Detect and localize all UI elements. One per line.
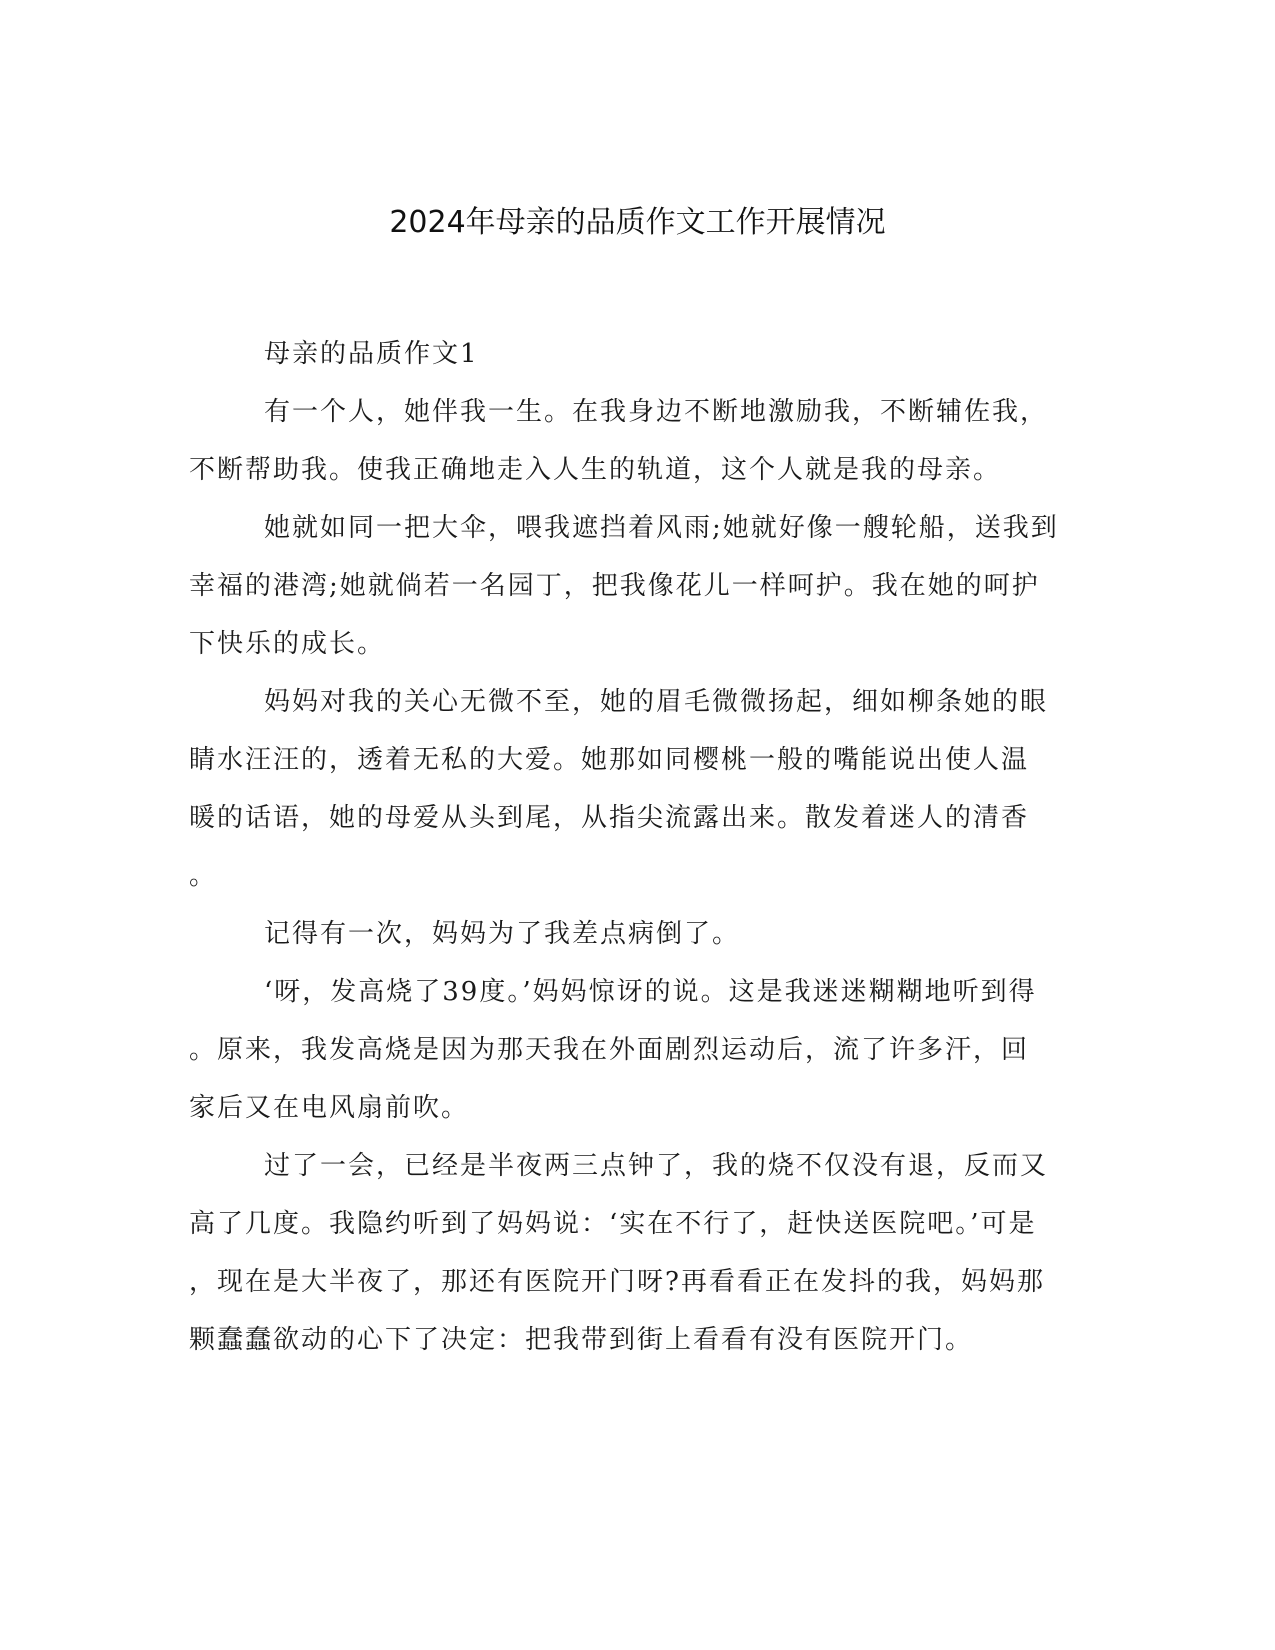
- paragraph-line: 不断帮助我。使我正确地走入人生的轨道，这个人就是我的母亲。: [189, 455, 1002, 485]
- paragraph-line: 记得有一次，妈妈为了我差点病倒了。: [264, 919, 741, 949]
- paragraph-line: 幸福的港湾;她就倘若一名园丁，把我像花儿一样呵护。我在她的呵护: [189, 571, 1040, 601]
- paragraph-line: ，现在是大半夜了，那还有医院开门呀?再看看正在发抖的我，妈妈那: [189, 1267, 1045, 1297]
- paragraph-line: 。原来，我发高烧是因为那天我在外面剧烈运动后，流了许多汗，回: [189, 1035, 1030, 1065]
- paragraph-line: 她就如同一把大伞，喂我遮挡着风雨;她就好像一艘轮船，送我到: [264, 513, 1059, 543]
- section-heading: 母亲的品质作文1: [264, 339, 479, 369]
- document-title: 2024年母亲的品质作文工作开展情况: [389, 205, 886, 240]
- paragraph-line: 过了一会，已经是半夜两三点钟了，我的烧不仅没有退，反而又: [264, 1151, 1049, 1181]
- paragraph-line: 家后又在电风扇前吹。: [189, 1093, 470, 1123]
- paragraph-line: 暖的话语，她的母爱从头到尾，从指尖流露出来。散发着迷人的清香: [189, 803, 1030, 833]
- paragraph-line: 下快乐的成长。: [189, 629, 386, 659]
- paragraph-line: 颗蠢蠢欲动的心下了决定：把我带到街上看看有没有医院开门。: [189, 1325, 974, 1355]
- paragraph-line: ‘呀，发高烧了39度。’妈妈惊讶的说。这是我迷迷糊糊地听到得: [264, 977, 1037, 1007]
- paragraph-line: 有一个人，她伴我一生。在我身边不断地激励我，不断辅佐我，: [264, 397, 1049, 427]
- paragraph-line: 妈妈对我的关心无微不至，她的眉毛微微扬起，细如柳条她的眼: [264, 687, 1049, 717]
- paragraph-line: 睛水汪汪的，透着无私的大爱。她那如同樱桃一般的嘴能说出使人温: [189, 745, 1030, 775]
- paragraph-line: 。: [189, 861, 218, 891]
- paragraph-line: 高了几度。我隐约听到了妈妈说：‘实在不行了，赶快送医院吧。’可是: [189, 1209, 1037, 1239]
